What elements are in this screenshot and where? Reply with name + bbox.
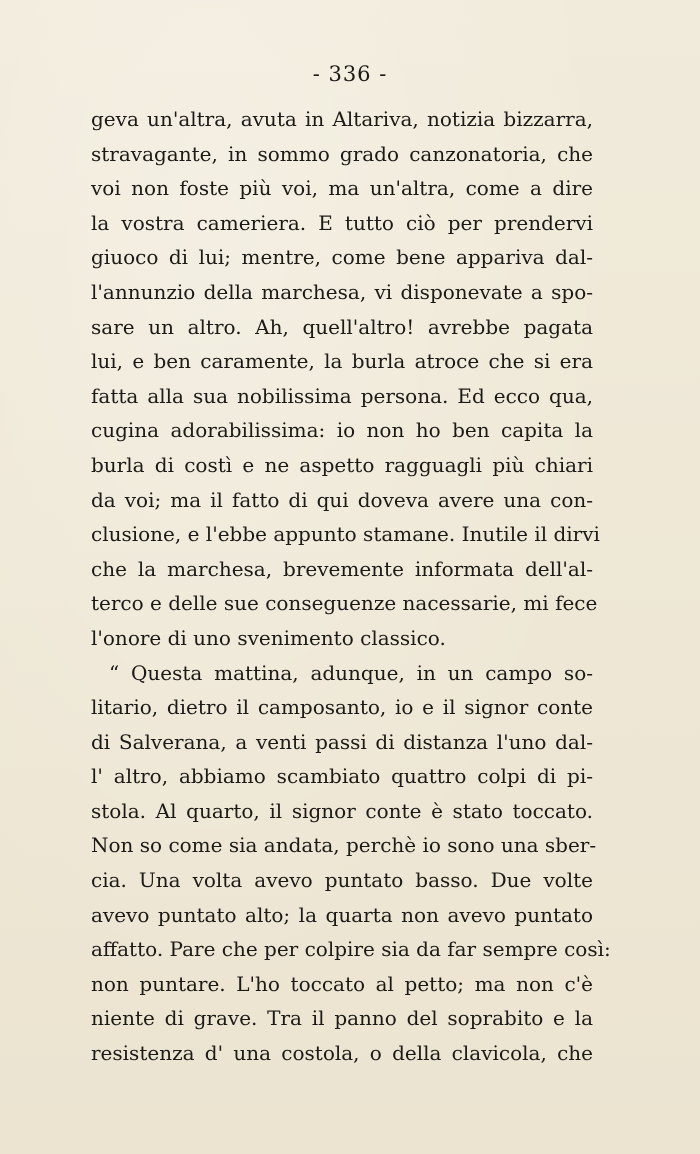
text-line: avevo puntato alto; la quarta non avevo puntato [91,902,593,927]
text-line: burla di costì e ne aspetto ragguagli più chiari [91,452,593,477]
text-line: geva un'altra, avuta in Altariva, notizia bizzarra, [91,107,593,131]
text-line: di Salverana, a venti passi di distanza l'uno dal- [91,729,593,754]
text-line: litario, dietro il camposanto, io e il signor conte [91,695,593,720]
text-line: non puntare. L'ho toccato al petto; ma non c'è [91,971,593,996]
text-line: resistenza d' una costola, o della clavicola, che [91,1041,593,1066]
text-line: clusione, e l'ebbe appunto stamane. Inutile il dirvi [91,522,600,547]
text-line: la vostra cameriera. E tutto ciò per prendervi [91,210,593,235]
text-line: stola. Al quarto, il signor conte è stato toccato. [91,798,593,823]
text-line: voi non foste più voi, ma un'altra, come a dire [91,176,593,201]
paragraph-end-line: l'onore di uno svenimento classico. [91,625,446,650]
text-line: cia. Una volta avevo puntato basso. Due volte [91,868,593,893]
page-number: - 336 - [312,62,388,86]
text-line: fatta alla sua nobilissima persona. Ed ecco qua, [91,383,593,408]
paragraph-start-line: “ Questa mattina, adunque, in un campo so- [109,660,593,685]
text-line: da voi; ma il fatto di qui doveva avere una con- [91,487,593,512]
text-line: giuoco di lui; mentre, come bene appariva dal- [91,245,593,270]
body-text [91,102,611,1071]
text-line: l'annunzio della marchesa, vi disponevate a spo- [91,279,593,304]
text-line: che la marchesa, brevemente informata dell'al- [91,556,593,581]
text-line: terco e delle sue conseguenze nacessarie, mi fece [91,591,598,616]
text-line: sare un altro. Ah, quell'altro! avrebbe pagata [91,314,593,339]
text-line: l' altro, abbiamo scambiato quattro colpi di pi- [91,764,593,789]
text-line: stravagante, in sommo grado canzonatoria, che [91,141,593,166]
text-line: lui, e ben caramente, la burla atroce che si era [91,349,593,374]
text-line: cugina adorabilissima: io non ho ben capita la [91,418,593,443]
text-line: affatto. Pare che per colpire sia da far sempre così: [91,937,611,962]
text-line: Non so come sia andata, perchè io sono una sber- [91,833,597,858]
text-line: niente di grave. Tra il panno del soprabito e la [91,1006,593,1031]
